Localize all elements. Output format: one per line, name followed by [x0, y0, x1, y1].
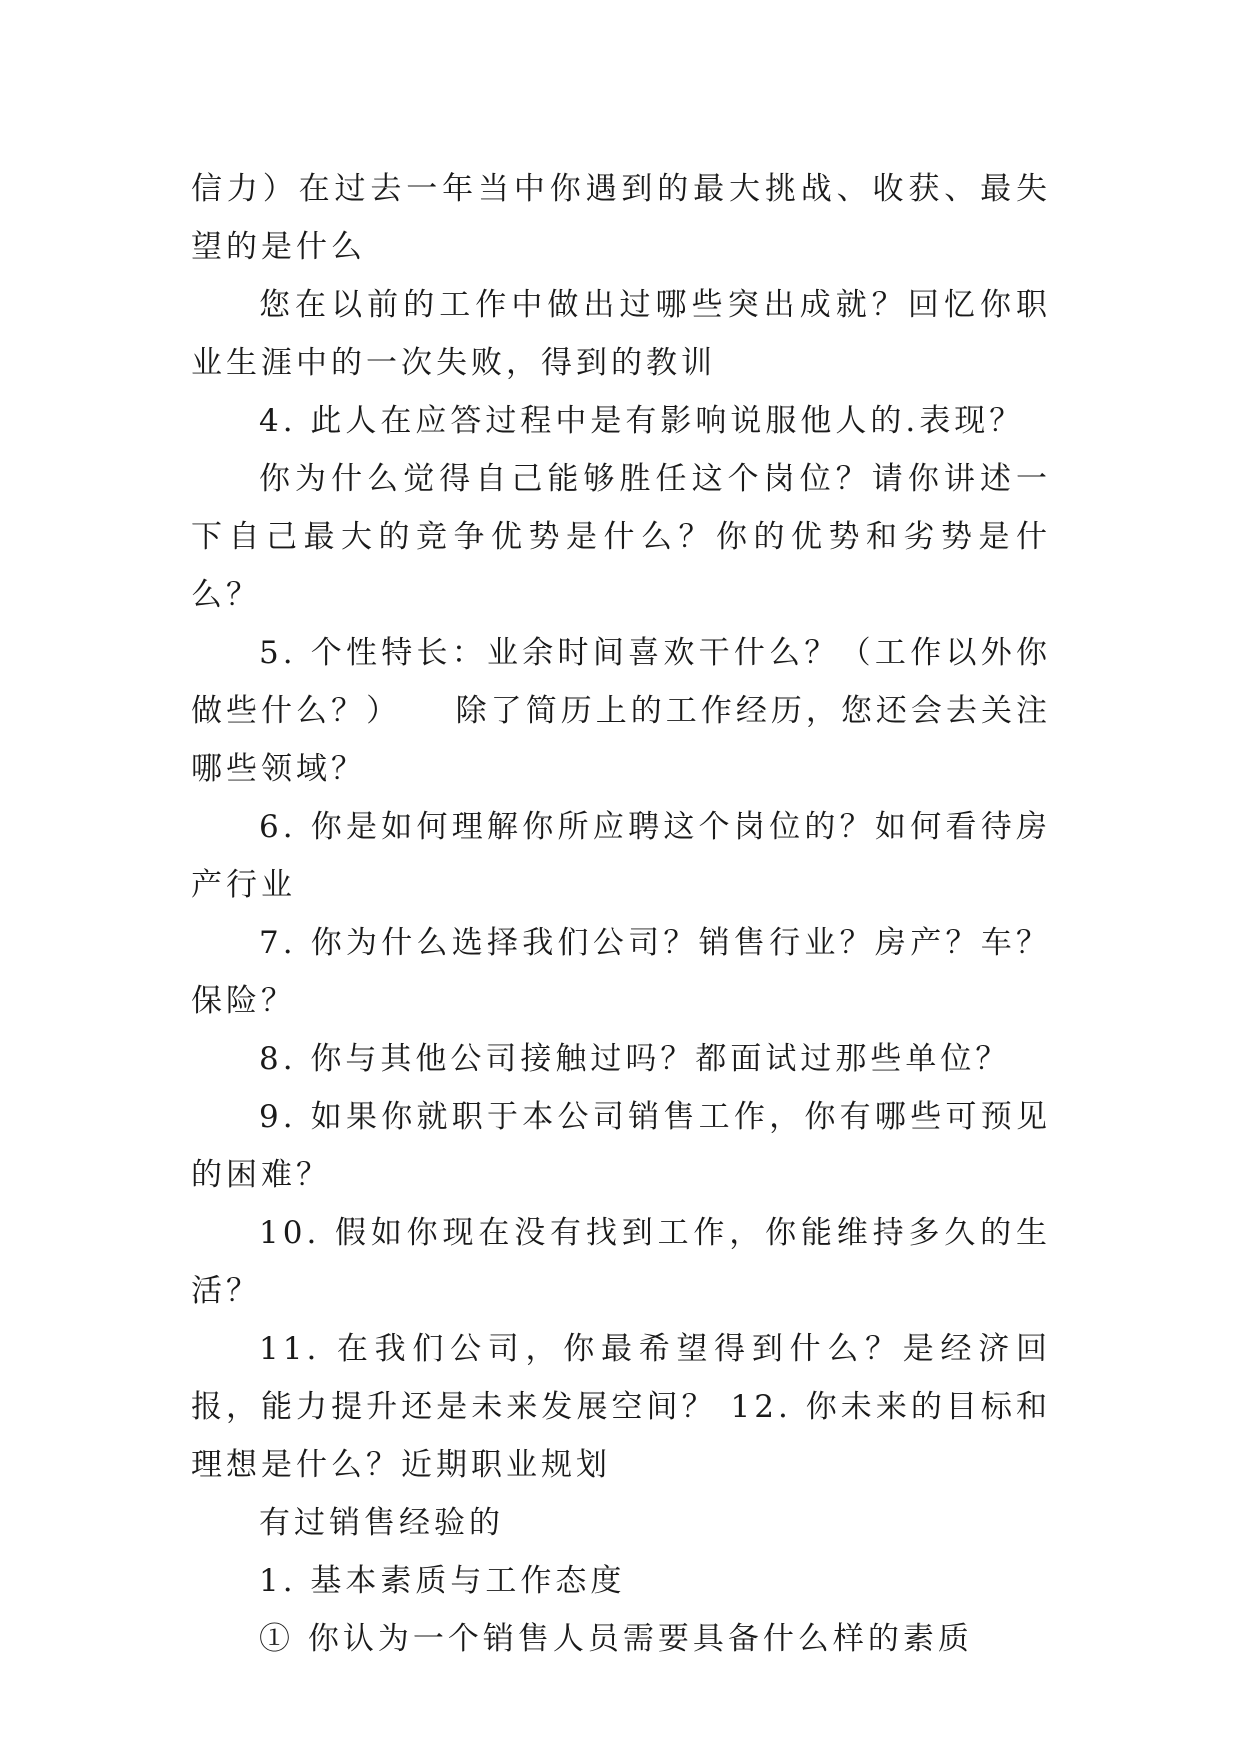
- paragraph: 你为什么觉得自己能够胜任这个岗位？请你讲述一下自己最大的竞争优势是什么？你的优势和劣势是什么？: [191, 461, 1051, 613]
- paragraph: 有过销售经验的: [259, 1505, 504, 1541]
- paragraph: 8. 你与其他公司接触过吗？都面试过那些单位？: [259, 1041, 1011, 1077]
- paragraph: 9. 如果你就职于本公司销售工作，你有哪些可预见的困难？: [191, 1099, 1051, 1193]
- document-body: [191, 160, 1051, 1668]
- paragraph: 信力）在过去一年当中你遇到的最大挑战、收获、最失望的是什么: [191, 171, 1051, 265]
- paragraph: 您在以前的工作中做出过哪些突出成就？回忆你职业生涯中的一次失败，得到的教训: [191, 287, 1051, 381]
- paragraph: 10. 假如你现在没有找到工作，你能维持多久的生活？: [191, 1215, 1051, 1309]
- paragraph: 4. 此人在应答过程中是有影响说服他人的.表现？: [259, 403, 1025, 439]
- paragraph: 5. 个性特长：业余时间喜欢干什么？（工作以外你做些什么？） 除了简历上的工作经历，您还会去关注哪些领域？: [191, 635, 1051, 787]
- paragraph: ① 你认为一个销售人员需要具备什么样的素质: [259, 1621, 973, 1657]
- paragraph: 11. 在我们公司，你最希望得到什么？是经济回报，能力提升还是未来发展空间？ 12. 你未来的目标和理想是什么？近期职业规划: [191, 1331, 1051, 1483]
- paragraph: 1. 基本素质与工作态度: [259, 1563, 626, 1599]
- paragraph: 6. 你是如何理解你所应聘这个岗位的？如何看待房产行业: [191, 809, 1051, 903]
- paragraph: 7. 你为什么选择我们公司？销售行业？房产？车？保险？: [191, 925, 1051, 1019]
